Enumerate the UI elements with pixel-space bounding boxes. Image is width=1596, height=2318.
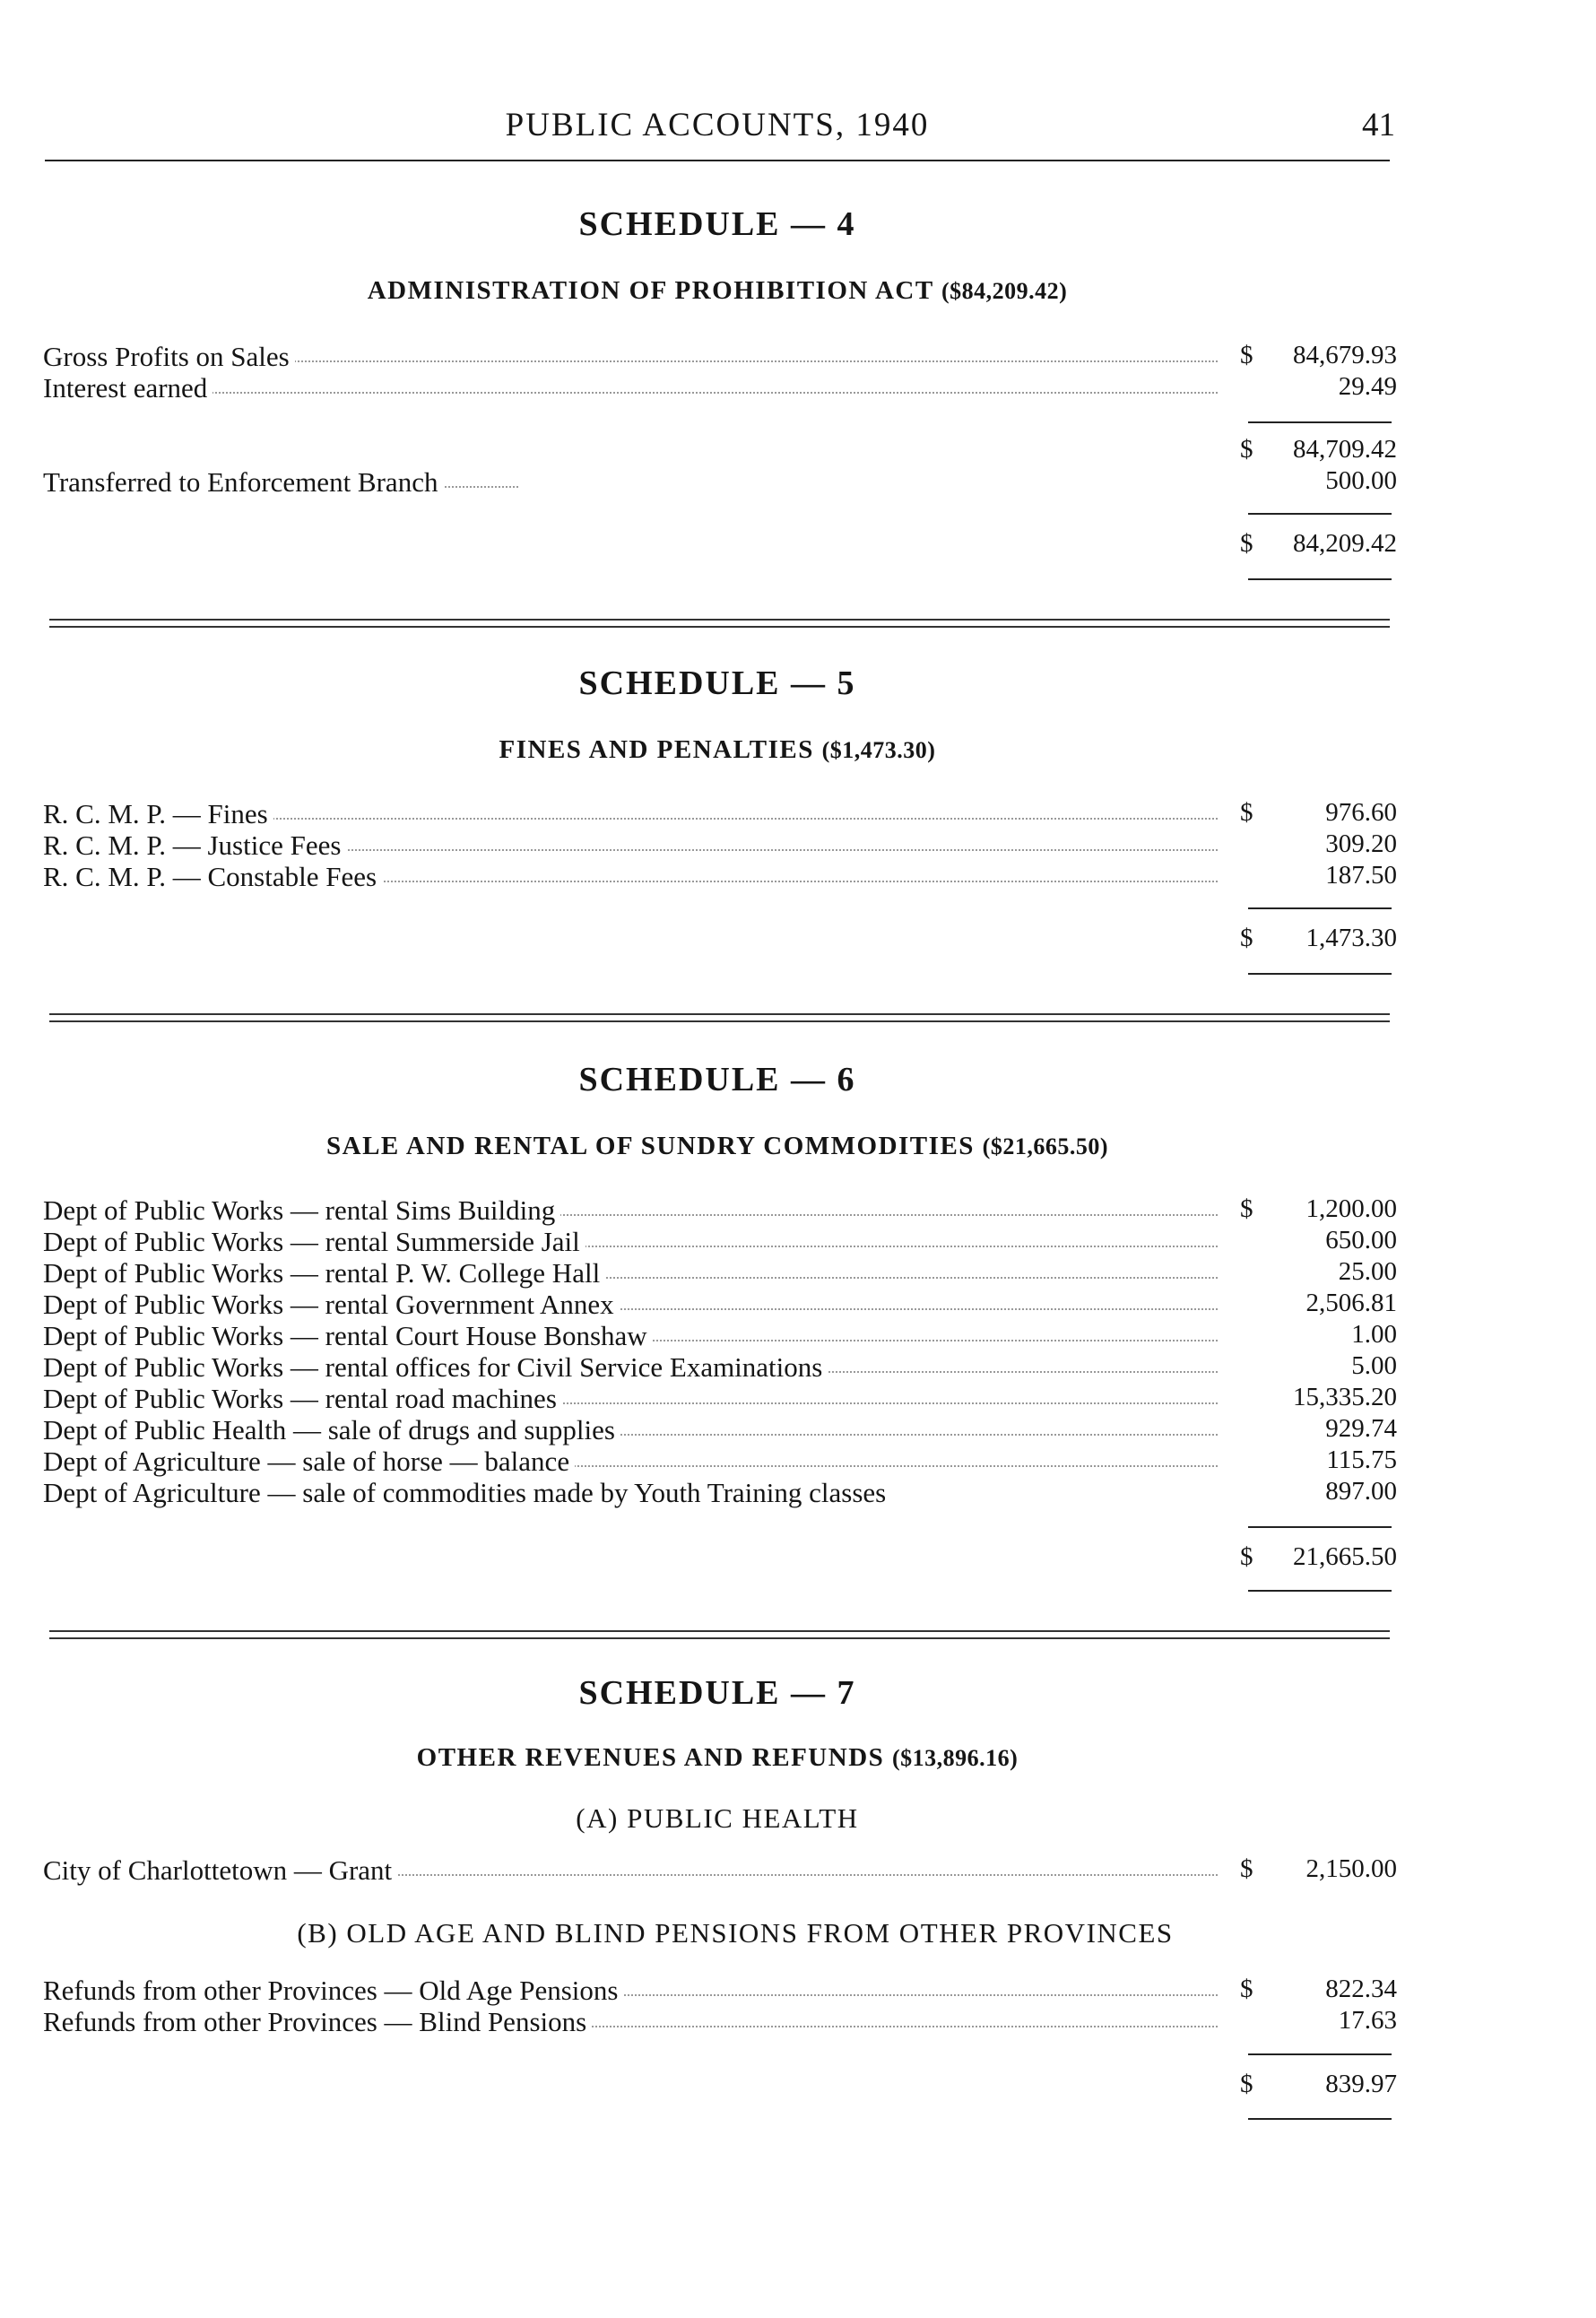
row-value: 2,150.00	[1305, 1854, 1397, 1883]
table-row	[43, 1854, 1397, 1885]
sum-rule	[1248, 907, 1392, 909]
subtotal-row	[43, 435, 1397, 465]
row-value: 897.00	[1325, 1477, 1397, 1506]
row-label: R. C. M. P. — Justice Fees	[43, 829, 346, 862]
row-label: Dept of Public Works — rental Summerside Jail	[43, 1226, 585, 1258]
row-value: 29.49	[1338, 372, 1397, 401]
row-currency: $	[1240, 2070, 1253, 2098]
table-row	[43, 1289, 1397, 1319]
schedule-5-subtitle-amount: ($1,473.30)	[821, 737, 936, 763]
sum-rule	[1248, 2053, 1392, 2055]
table-row	[43, 341, 1397, 371]
row-value: 5.00	[1351, 1351, 1397, 1380]
row-value: 25.00	[1338, 1257, 1397, 1286]
row-value: 84,679.93	[1293, 341, 1397, 369]
schedule-6-subtitle-amount: ($21,665.50)	[982, 1133, 1108, 1159]
schedule-5-subtitle	[0, 735, 1435, 765]
total-rule	[1248, 1590, 1392, 1592]
row-currency: $	[1240, 924, 1253, 952]
row-value: 839.97	[1325, 2070, 1397, 2098]
page-title: PUBLIC ACCOUNTS, 1940	[505, 107, 930, 143]
schedule-6-title: SCHEDULE — 6	[578, 1061, 856, 1098]
row-value: 15,335.20	[1293, 1383, 1397, 1411]
table-row	[43, 1445, 1397, 1476]
schedule-4-title: SCHEDULE — 4	[578, 205, 856, 243]
schedule-4-subtitle-text: ADMINISTRATION OF PROHIBITION ACT	[367, 276, 934, 305]
row-value: 650.00	[1325, 1226, 1397, 1254]
table-row	[43, 466, 1397, 497]
row-currency: $	[1240, 529, 1253, 558]
sum-rule	[1248, 513, 1392, 515]
section-divider	[49, 619, 1390, 628]
total-row	[43, 1542, 1397, 1573]
row-value: 929.74	[1325, 1414, 1397, 1443]
row-label: Dept of Public Health — sale of drugs and supplies	[43, 1414, 620, 1446]
row-value: 17.63	[1338, 2006, 1397, 2035]
row-label: R. C. M. P. — Fines	[43, 798, 273, 830]
section-divider	[49, 1630, 1390, 1639]
sum-rule	[1248, 1526, 1392, 1528]
row-currency: $	[1240, 1194, 1253, 1223]
schedule-7-title: SCHEDULE — 7	[578, 1674, 856, 1712]
row-label: Refunds from other Provinces — Blind Pensions	[43, 2006, 592, 2038]
total-row	[43, 924, 1397, 954]
table-row	[43, 1477, 1397, 1507]
row-label: Dept of Public Works — rental Government Annex	[43, 1289, 620, 1321]
row-currency: $	[1240, 1542, 1253, 1571]
row-label: Dept of Public Works — rental road machines	[43, 1383, 562, 1415]
row-value: 84,709.42	[1293, 435, 1397, 464]
section-b-title: (B) OLD AGE AND BLIND PENSIONS FROM OTHER PROVINCES	[297, 1917, 1174, 1949]
row-value: 115.75	[1326, 1445, 1397, 1474]
table-row	[43, 798, 1397, 829]
total-rule	[1248, 973, 1392, 975]
schedule-5-subtitle-text: FINES AND PENALTIES	[499, 735, 814, 764]
row-value: 309.20	[1325, 829, 1397, 858]
table-row	[43, 1320, 1397, 1350]
section-a-title: (A) PUBLIC HEALTH	[576, 1802, 859, 1834]
table-row	[43, 1414, 1397, 1445]
total-row	[43, 2070, 1397, 2100]
row-value: 187.50	[1325, 861, 1397, 890]
row-label: City of Charlottetown — Grant	[43, 1854, 397, 1887]
row-label: Dept of Public Works — rental offices for Civil Service Examinations	[43, 1351, 828, 1384]
schedule-4-subtitle	[0, 276, 1435, 306]
row-value: 976.60	[1325, 798, 1397, 827]
row-value: 1.00	[1351, 1320, 1397, 1349]
row-currency: $	[1240, 798, 1253, 827]
row-value: 2,506.81	[1305, 1289, 1397, 1317]
leader-dots	[43, 392, 1218, 394]
row-value: 84,209.42	[1293, 529, 1397, 558]
schedule-4-subtitle-amount: ($84,209.42)	[941, 278, 1068, 304]
row-label: R. C. M. P. — Constable Fees	[43, 861, 382, 893]
row-value: 822.34	[1325, 1975, 1397, 2003]
table-row	[43, 861, 1397, 891]
table-row	[43, 1257, 1397, 1288]
row-value: 1,200.00	[1305, 1194, 1397, 1223]
schedule-7-subtitle	[0, 1743, 1435, 1773]
row-value: 1,473.30	[1305, 924, 1397, 952]
table-row	[43, 1194, 1397, 1225]
table-row	[43, 2006, 1397, 2036]
table-row	[43, 829, 1397, 860]
row-label: Gross Profits on Sales	[43, 341, 295, 373]
row-value: 21,665.50	[1293, 1542, 1397, 1571]
total-rule	[1248, 578, 1392, 580]
row-label: Dept of Public Works — rental Court House Bonshaw	[43, 1320, 653, 1352]
total-row	[43, 529, 1397, 560]
table-row	[43, 1383, 1397, 1413]
table-row	[43, 1226, 1397, 1256]
row-value: 500.00	[1325, 466, 1397, 495]
table-row	[43, 1351, 1397, 1382]
row-label: Dept of Public Works — rental Sims Building	[43, 1194, 560, 1227]
schedule-7-subtitle-amount: ($13,896.16)	[892, 1745, 1019, 1771]
table-row	[43, 1975, 1397, 2005]
total-rule	[1248, 2118, 1392, 2120]
row-label: Refunds from other Provinces — Old Age Pensions	[43, 1975, 623, 2007]
row-currency: $	[1240, 435, 1253, 464]
schedule-7-subtitle-text: OTHER REVENUES AND REFUNDS	[416, 1743, 885, 1772]
row-currency: $	[1240, 1975, 1253, 2003]
page-number: 41	[1362, 107, 1395, 143]
row-label: Dept of Agriculture — sale of commodities made by Youth Training classes	[43, 1477, 891, 1509]
section-divider	[49, 1013, 1390, 1022]
row-label: Transferred to Enforcement Branch	[43, 466, 443, 499]
row-label: Dept of Agriculture — sale of horse — balance	[43, 1445, 575, 1478]
schedule-5-title: SCHEDULE — 5	[578, 664, 856, 702]
schedule-6-subtitle-text: SALE AND RENTAL OF SUNDRY COMMODITIES	[326, 1132, 975, 1160]
page-header	[45, 106, 1395, 151]
header-rule	[45, 160, 1390, 161]
sum-rule	[1248, 421, 1392, 423]
table-row	[43, 372, 1397, 403]
schedule-6-subtitle	[0, 1132, 1435, 1161]
row-currency: $	[1240, 1854, 1253, 1883]
row-currency: $	[1240, 341, 1253, 369]
row-label: Interest earned	[43, 372, 213, 404]
row-label: Dept of Public Works — rental P. W. College Hall	[43, 1257, 605, 1289]
